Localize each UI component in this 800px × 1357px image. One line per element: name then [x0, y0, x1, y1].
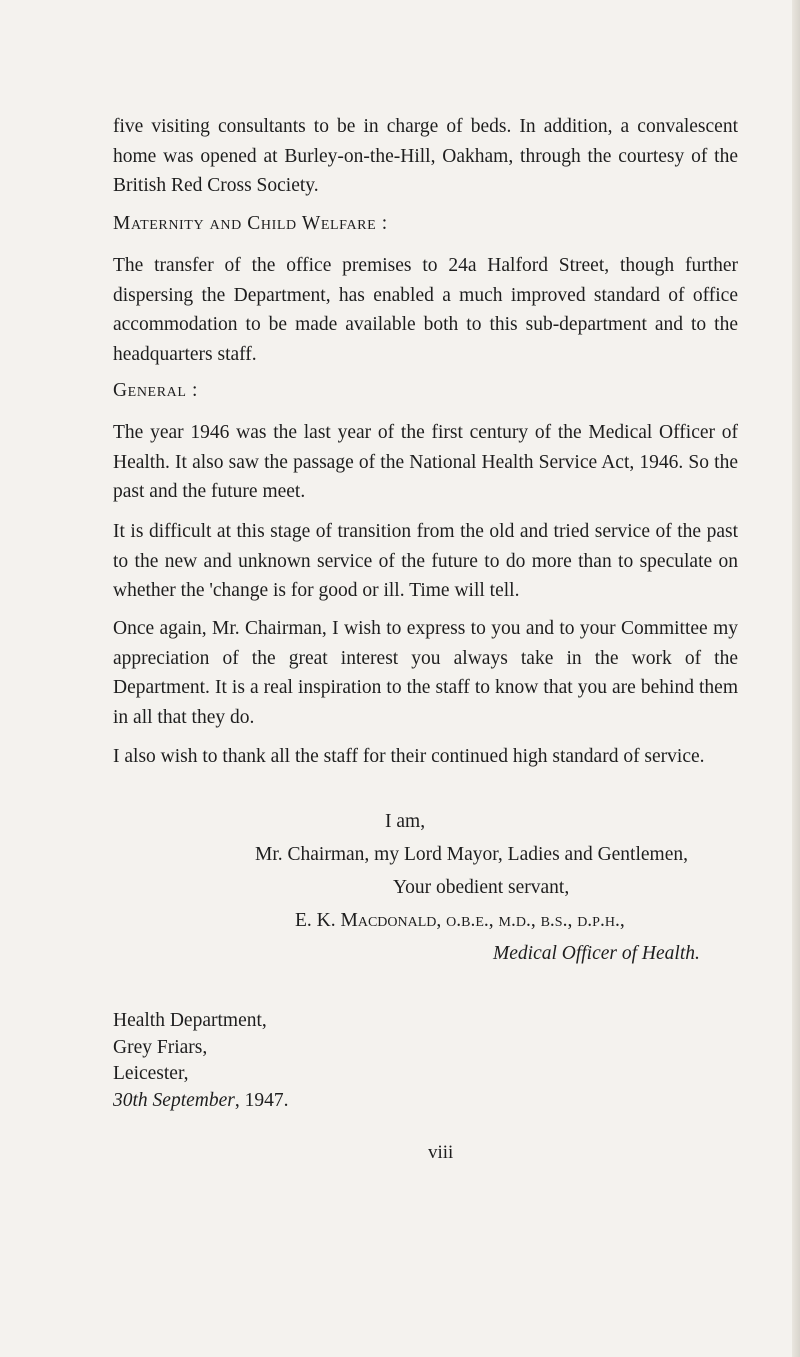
address-date — [113, 1088, 288, 1115]
signature-title: Medical Officer of Health. — [493, 943, 700, 964]
page-edge-shadow — [792, 0, 800, 1357]
closing-i-am: I am, — [385, 811, 426, 832]
paragraph-appreciation: Once again, Mr. Chairman, I wish to express to you and to your Committee my appreciation of the great interest you always take in the work of the Department. It is a real inspiration to the staff to know that you are behind them in all that they do. — [113, 618, 738, 728]
paragraph-transition: It is difficult at this stage of transition from the old and tried service of the past to the new and unknown service of the future to do more than to speculate on whether the 'change is for good or ill. Time will tell. — [113, 521, 738, 601]
closing-obedient-servant: Your obedient servant, — [393, 877, 570, 898]
address-date-year: , 1947. — [234, 1089, 289, 1111]
heading-general: General : — [113, 380, 198, 401]
paragraph-office-transfer: The transfer of the office premises to 24a Halford Street, though further dispersing the Department, has enabled a much improved standard of office accommodation to be made available both to this sub-department and to the headquarters staff. — [113, 255, 738, 365]
address-line-leicester: Leicester, — [113, 1063, 189, 1084]
heading-maternity-child-welfare: Maternity and Child Welfare : — [113, 213, 388, 234]
paragraph-convalescent-home: five visiting consultants to be in charge of beds. In addition, a convalescent home was opened at Burley-on-the-Hill, Oakham, through the courtesy of the British Red Cross Society. — [113, 116, 738, 196]
closing-salutation: Mr. Chairman, my Lord Mayor, Ladies and Gentlemen, — [255, 844, 688, 865]
address-date-day: 30th September — [113, 1089, 235, 1111]
signature-name: E. K. Macdonald, o.b.e., m.d., b.s., d.p.h., — [295, 910, 625, 931]
page-number: viii — [428, 1142, 454, 1163]
paragraph-thanks-staff: I also wish to thank all the staff for their continued high standard of service. — [113, 746, 705, 767]
address-line-department: Health Department, — [113, 1010, 267, 1031]
paragraph-year-1946: The year 1946 was the last year of the first century of the Medical Officer of Health. It also saw the passage of the National Health Service Act, 1946. So the past and the future meet. — [113, 422, 738, 502]
address-line-grey-friars: Grey Friars, — [113, 1036, 208, 1058]
sender-address — [113, 1008, 288, 1114]
